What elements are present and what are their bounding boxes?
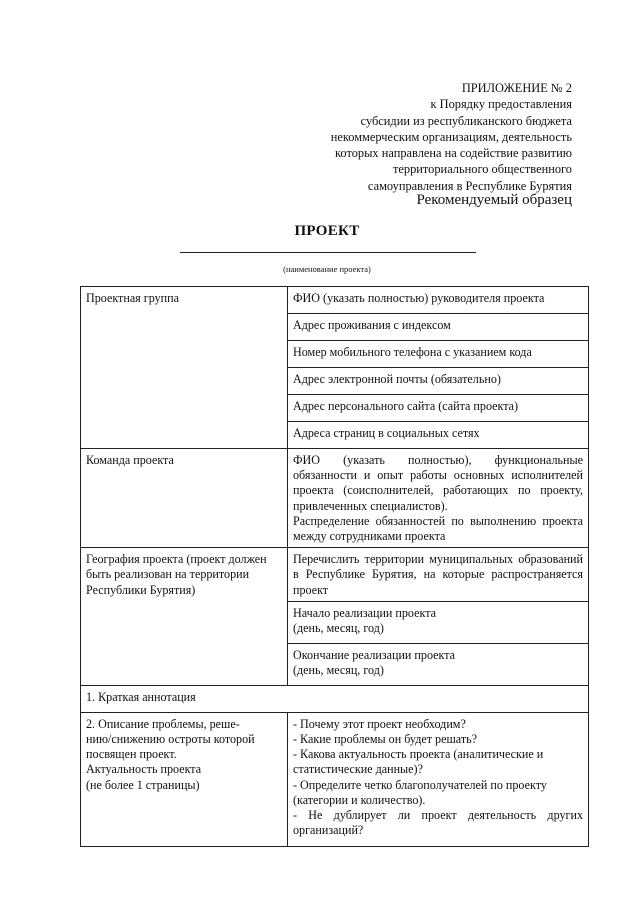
project-name-caption: (наименование проекта): [283, 264, 371, 274]
field-end-date: [288, 643, 589, 685]
description-label-line: (не более 1 страницы): [86, 777, 200, 792]
project-form-table: [80, 286, 589, 847]
appendix-line: территориального общественного: [392, 162, 572, 177]
field-address: Адрес проживания с индексом: [288, 314, 589, 341]
description-label: [81, 712, 288, 846]
appendix-line: которых направлена на содействие развитию: [335, 146, 572, 161]
sample-label: Рекомендуемый образец: [416, 192, 572, 208]
project-name-line: [180, 252, 476, 253]
team-label: Команда проекта: [81, 449, 288, 548]
table-row: [81, 712, 589, 846]
team-description: [288, 449, 589, 548]
end-date-format: (день, месяц, год): [293, 663, 384, 678]
question-item: - Не дублирует ли проект деятельность других организаций?: [293, 808, 583, 838]
table-row: [81, 685, 589, 712]
field-email: Адрес электронной почты (обязательно): [288, 368, 589, 395]
question-item: - Какова актуальность проекта (аналитические и статистические данные)?: [293, 747, 544, 777]
question-item: - Почему этот проект необходим?: [293, 716, 466, 731]
description-label-line: Актуальность проекта: [86, 762, 202, 777]
description-questions: [288, 712, 589, 846]
description-label-line: 2. Описание проблемы, реше-: [86, 716, 240, 731]
project-group-label: Проектная группа: [81, 287, 288, 449]
description-label-line: нию/снижению остроты которой: [86, 732, 255, 747]
start-date-format: (день, месяц, год): [293, 621, 384, 636]
field-social-pages: Адреса страниц в социальных сетях: [288, 422, 589, 449]
table-row: [81, 548, 589, 602]
field-website: Адрес персонального сайта (сайта проекта): [288, 395, 589, 422]
annotation-section: 1. Краткая аннотация: [81, 685, 589, 712]
start-date-label: Начало реализации проекта: [293, 605, 437, 620]
description-label-line: посвящен проект.: [86, 747, 177, 762]
appendix-header: [212, 80, 572, 194]
appendix-line: к Порядку предоставления: [430, 97, 572, 112]
geography-label: География проекта (проект должен быть реализован на территории Республики Бурятия): [81, 548, 288, 686]
table-row: [81, 287, 589, 314]
question-item: - Определите четко благополучателей по проекту (категории и количество).: [293, 777, 547, 807]
end-date-label: Окончание реализации проекта: [293, 647, 456, 662]
team-duties-text: ФИО (указать полностью), функциональные обязанности и опыт работы основных исполнителей проекта (соисполнителей, работающих по проекту, привлеченных специалистов).: [293, 453, 583, 513]
appendix-title: ПРИЛОЖЕНИЕ № 2: [461, 81, 572, 95]
table-row: [81, 449, 589, 548]
field-leader-name: ФИО (указать полностью) руководителя проекта: [288, 287, 589, 314]
question-item: - Какие проблемы он будет решать?: [293, 732, 477, 747]
appendix-line: некоммерческим организациям, деятельность: [330, 129, 572, 144]
field-start-date: [288, 601, 589, 643]
field-territories: Перечислить территории муниципальных образований в Республике Бурятия, на которые распространяется проект: [288, 548, 589, 602]
document-title: ПРОЕКТ: [294, 223, 360, 239]
field-phone: Номер мобильного телефона с указанием кода: [288, 341, 589, 368]
appendix-line: субсидии из республиканского бюджета: [360, 113, 572, 128]
team-distribution-text: Распределение обязанностей по выполнению проекта между сотрудниками проекта: [293, 513, 583, 544]
appendix-line: самоуправления в Республике Бурятия: [367, 178, 572, 193]
